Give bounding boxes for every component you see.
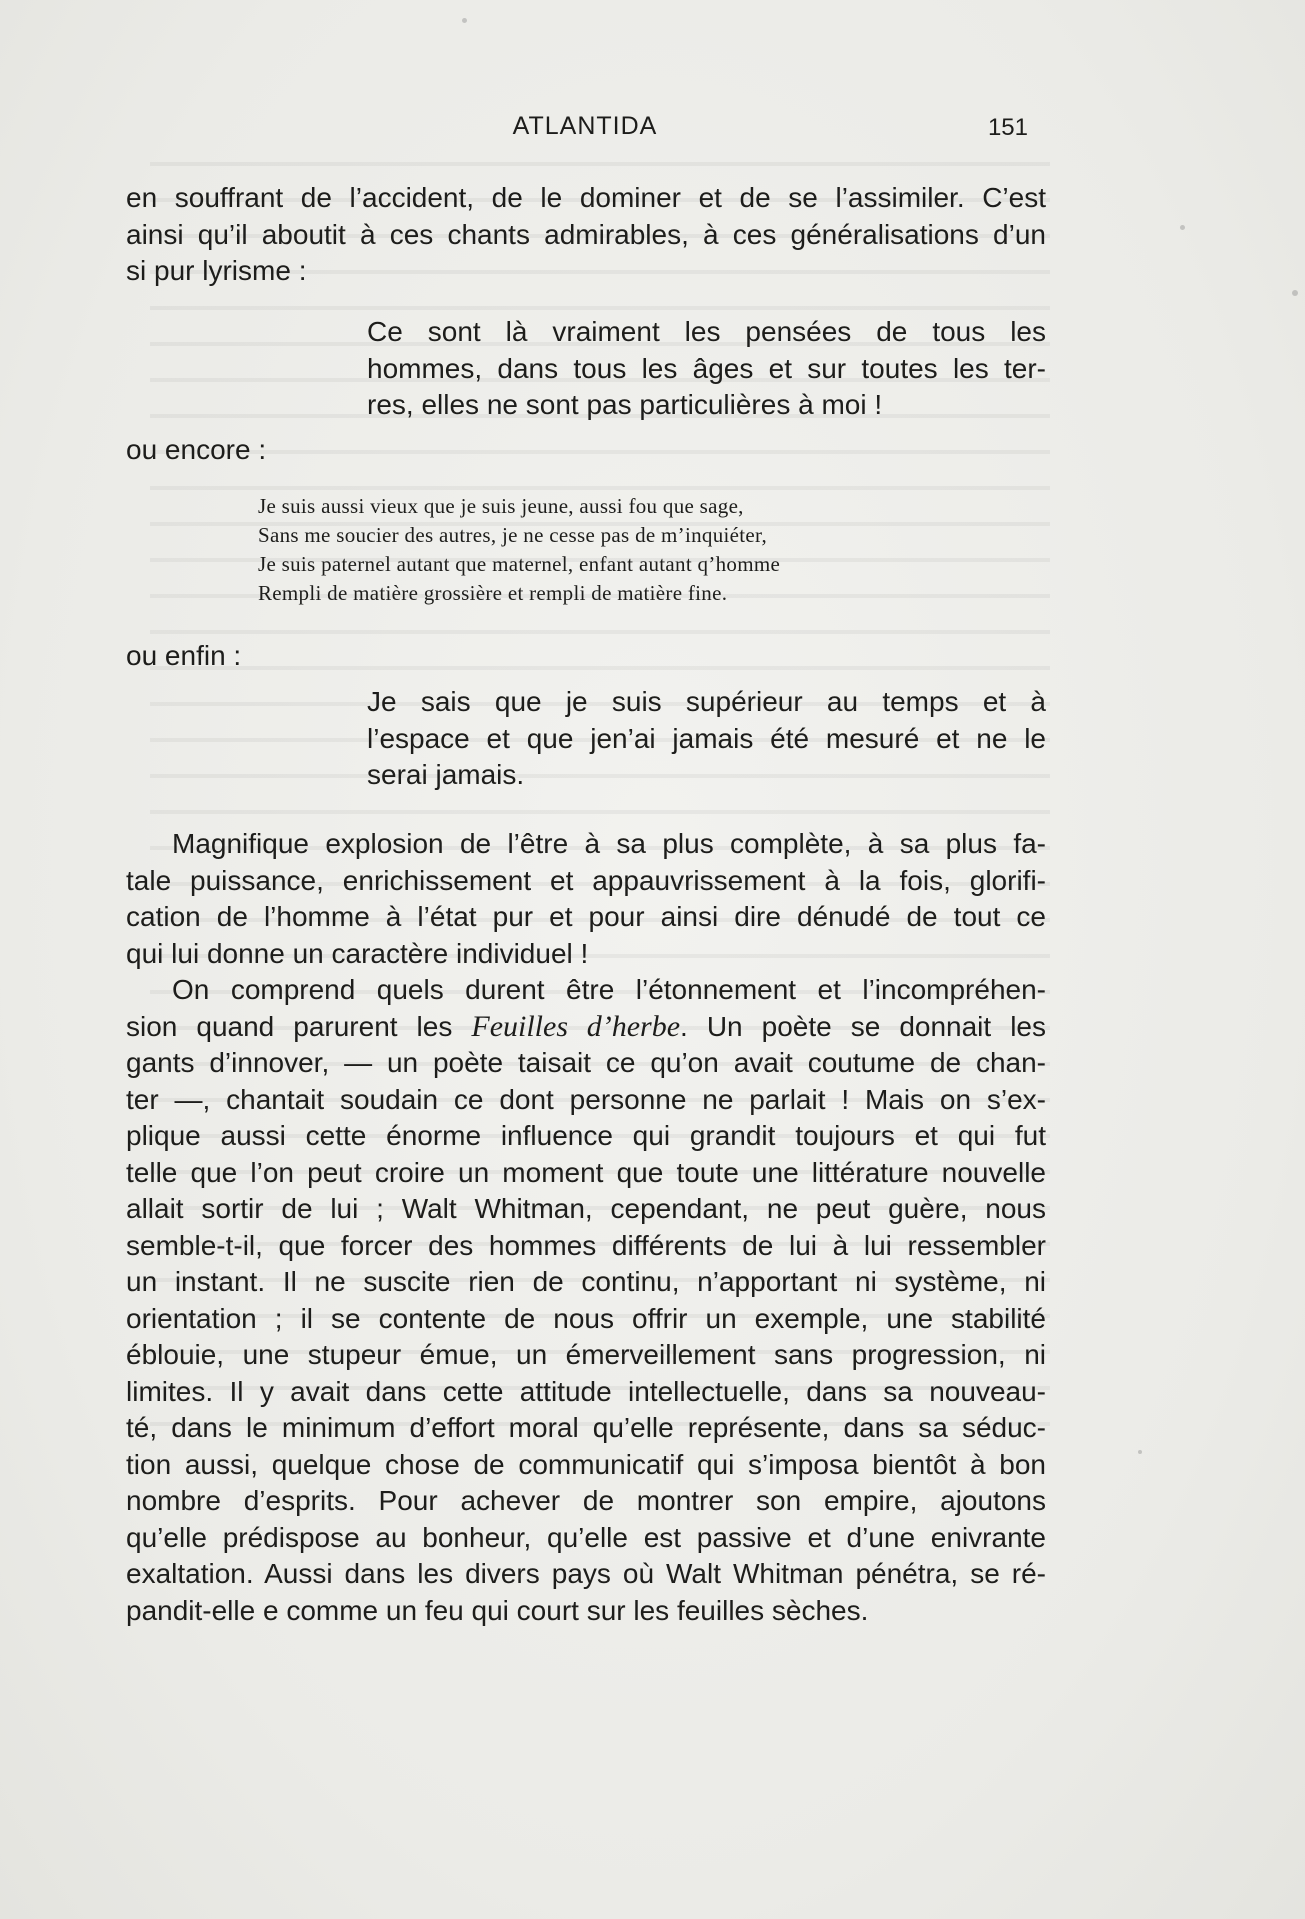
- connector-ou-enfin: [126, 638, 1046, 675]
- text-line: pandit-elle e comme un feu qui court sur les feuilles sèches.: [126, 1594, 869, 1626]
- quote-line: Je sais que je suis supérieur au temps et à: [367, 686, 1046, 717]
- paper-speck: [1180, 225, 1185, 230]
- text-line: plique aussi cette énorme influence qui grandit toujours et qui fut: [126, 1120, 1046, 1151]
- text-line: un instant. Il ne suscite rien de continu, n’apportant ni système, ni: [126, 1266, 1046, 1297]
- paper-speck: [462, 18, 467, 23]
- text-line: limites. Il y avait dans cette attitude intellectuelle, dans sa nouveau-: [126, 1375, 1046, 1407]
- text-line: ou encore :: [126, 434, 267, 465]
- text-line: éblouie, une stupeur émue, un émerveillement sans progression, ni: [126, 1339, 1046, 1370]
- running-title: ATLANTIDA: [512, 112, 658, 140]
- text-line: tale puissance, enrichissement et appauvrissement à la fois, glorifi-: [126, 864, 1046, 896]
- text-line-with-title: [126, 1009, 1046, 1046]
- paragraph-magnifique: [126, 826, 1046, 972]
- text-line: té, dans le minimum d’effort moral qu’elle représente, dans sa séduc-: [126, 1412, 1046, 1443]
- block-quote-2: [367, 684, 1046, 794]
- text-line: telle que l’on peut croire un moment que toute une littérature nouvelle: [126, 1156, 1046, 1188]
- running-head: [0, 112, 1305, 148]
- text-line: semble-t-il, que forcer des hommes différents de lui à lui ressembler: [126, 1229, 1046, 1261]
- quote-line: Ce sont là vraiment les pensées de tous les: [367, 316, 1046, 347]
- text-line: Magnifique explosion de l’être à sa plus complète, à sa plus fa-: [172, 828, 1046, 859]
- text-line: ainsi qu’il aboutit à ces chants admirables, à ces généralisations d’un: [126, 218, 1046, 250]
- text-line: exaltation. Aussi dans les divers pays où Walt Whitman pénétra, se ré-: [126, 1558, 1046, 1589]
- verse-line: Je suis aussi vieux que je suis jeune, aussi fou que sage,: [258, 494, 744, 518]
- text-fragment: . Un poète se donnait les: [680, 1010, 1046, 1042]
- work-title-italic: Feuilles d’herbe: [471, 1009, 681, 1043]
- paragraph-on-comprend: [126, 972, 1046, 1629]
- connector-ou-encore: [126, 432, 1046, 469]
- paper-speck: [1292, 290, 1298, 296]
- text-line: ter —, chantait soudain ce dont personne ne parlait ! Mais on s’ex-: [126, 1083, 1046, 1115]
- verse-line: Sans me soucier des autres, je ne cesse pas de m’inquiéter,: [258, 523, 768, 547]
- paper-speck: [1138, 1450, 1142, 1454]
- verse-block: [258, 492, 1018, 608]
- verse-line: Rempli de matière grossière et rempli de matière fine.: [258, 581, 728, 605]
- text-line: ou enfin :: [126, 640, 242, 671]
- verse-line: Je suis paternel autant que maternel, enfant autant q’homme: [258, 552, 781, 576]
- quote-line: l’espace et que jen’ai jamais été mesuré et ne le: [367, 722, 1046, 754]
- text-line: tion aussi, quelque chose de communicatif qui s’imposa bientôt à bon: [126, 1448, 1046, 1480]
- paragraph-intro: [126, 180, 1046, 290]
- quote-line: hommes, dans tous les âges et sur toutes les ter-: [367, 352, 1046, 384]
- quote-line: serai jamais.: [367, 759, 525, 790]
- block-quote-1: [367, 314, 1046, 424]
- text-line: en souffrant de l’accident, de le dominer et de se l’assimiler. C’est: [126, 182, 1046, 213]
- text-line: cation de l’homme à l’état pur et pour ainsi dire dénudé de tout ce: [126, 901, 1046, 932]
- text-line: si pur lyrisme :: [126, 255, 307, 286]
- quote-line: res, elles ne sont pas particulières à moi !: [367, 389, 883, 420]
- text-line: gants d’innover, — un poète taisait ce qu’on avait coutume de chan-: [126, 1047, 1046, 1078]
- text-line: allait sortir de lui ; Walt Whitman, cependant, ne peut guère, nous: [126, 1193, 1046, 1224]
- page-number: 151: [987, 114, 1028, 141]
- text-line: qu’elle prédispose au bonheur, qu’elle est passive et d’une enivrante: [126, 1521, 1046, 1553]
- text-line: orientation ; il se contente de nous offrir un exemple, une stabilité: [126, 1302, 1046, 1334]
- text-line: qui lui donne un caractère individuel !: [126, 937, 589, 969]
- text-line: On comprend quels durent être l’étonnement et l’incompréhen-: [172, 974, 1046, 1005]
- text-line: nombre d’esprits. Pour achever de montrer son empire, ajoutons: [126, 1485, 1046, 1516]
- text-fragment: sion quand parurent les: [126, 1010, 472, 1042]
